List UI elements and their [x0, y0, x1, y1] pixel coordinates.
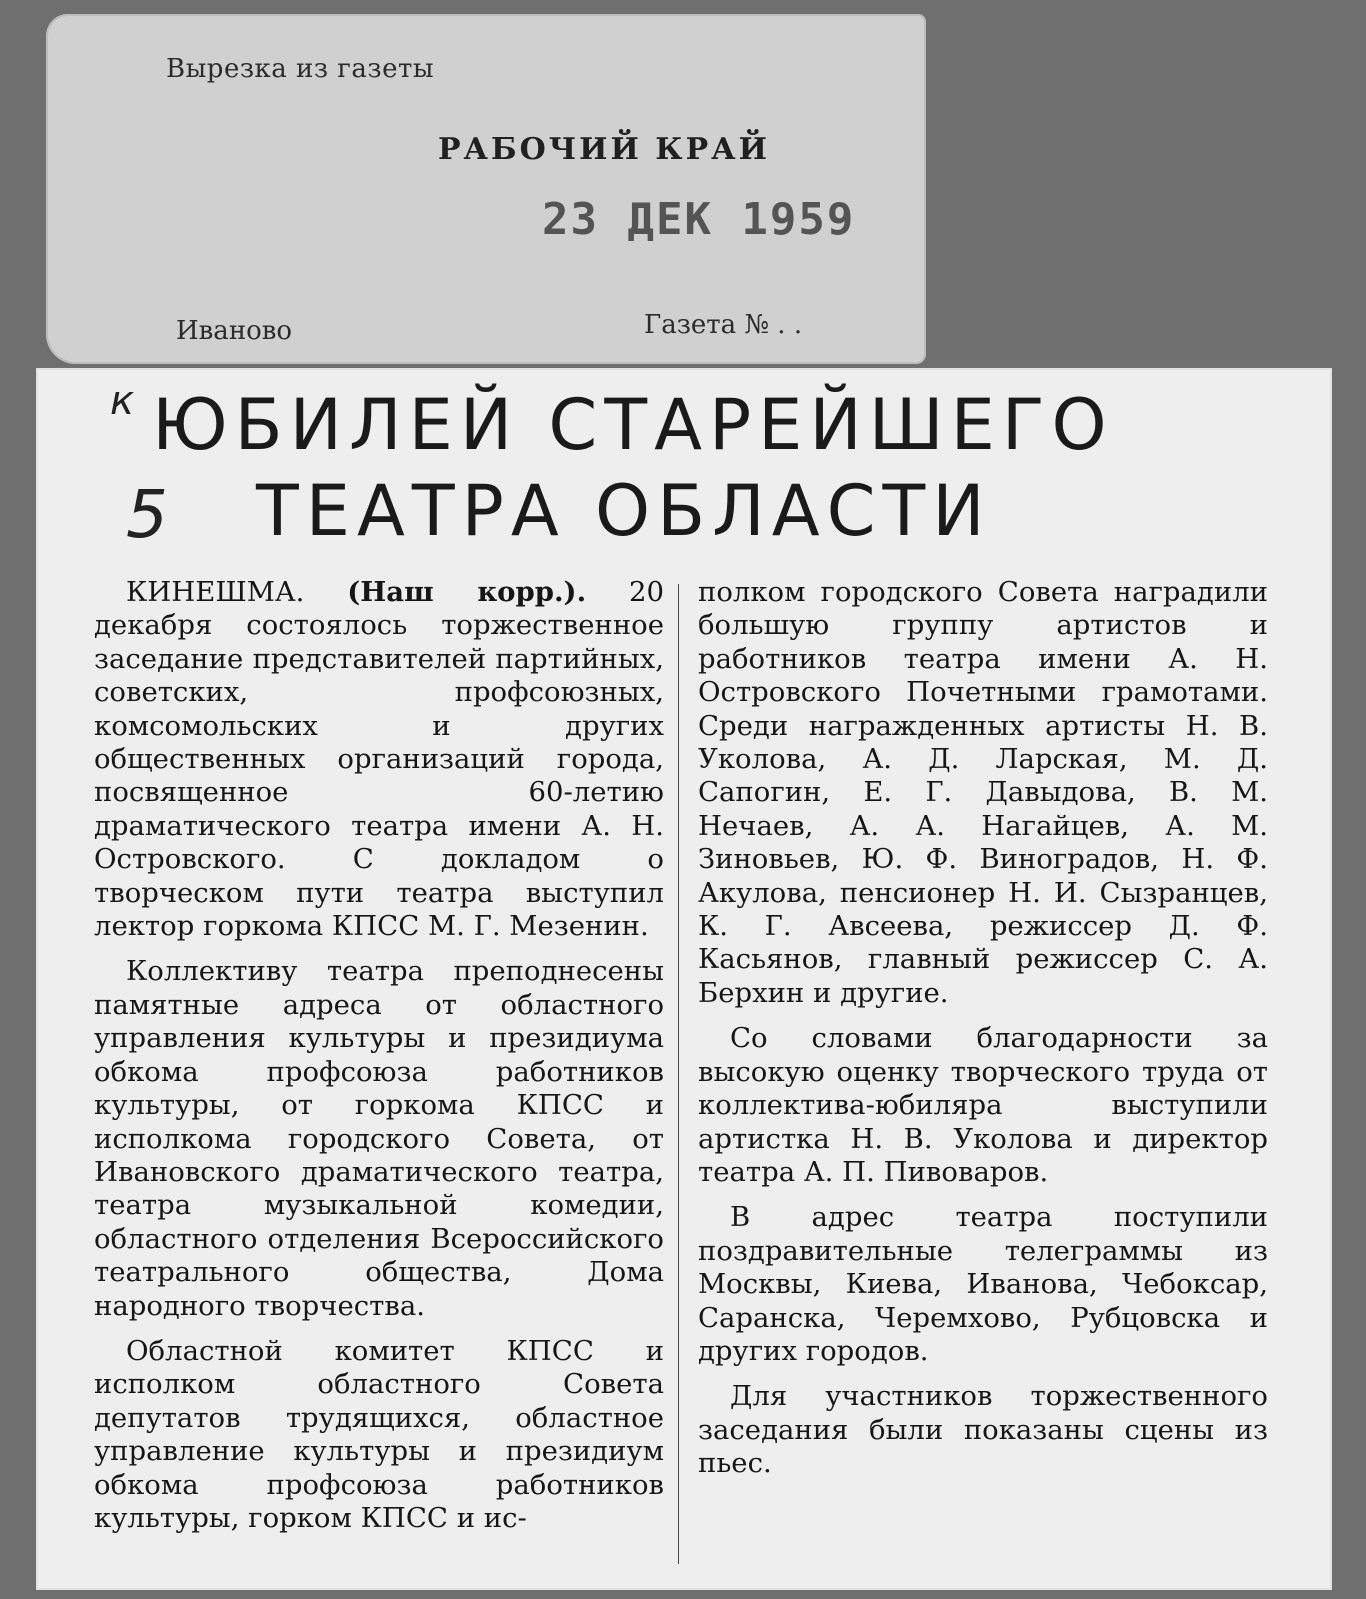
- newspaper-name: РАБОЧИЙ КРАЙ: [438, 132, 770, 167]
- paragraph-1: [94, 576, 664, 943]
- newspaper-article: [36, 368, 1332, 1590]
- paragraph-2: Коллективу театра преподнесены памятные адреса от областного управления культуры и президиума обкома профсоюза работников культуры, от горкома КПСС и исполкома городского Совета, от Ивановского драматического театра, театра музыкальной комедии, областного отделения Всероссийского театрального общества, Дома народного творчества.: [94, 955, 664, 1322]
- article-column-right: [698, 576, 1268, 1493]
- paragraph-3-end: полком городского Совета наградили большую группу артистов и работников театра имени А. Н. Островского Почетными грамотами. Среди награжденных артисты Н. В. Уколова, А. Д. Ларская, М. Д. Сапогин, Е. Г. Давыдова, В. М. Нечаев, А. А. Нагайцев, А. М. Зиновьев, Ю. Ф. Виноградов, Н. Ф. Акулова, пенсионер Н. И. Сызранцев, К. Г. Авсеева, режиссер Д. Ф. Касьянов, главный режиссер С. А. Берхин и другие.: [698, 576, 1268, 1009]
- article-headline: [152, 384, 1232, 552]
- dateline: КИНЕШМА.: [126, 576, 305, 608]
- clipping-label: [46, 14, 926, 364]
- paragraph-4: Со словами благодарности за высокую оценку творческого труда от коллектива-юбиляра выступили артистка Н. В. Уколова и директор театра А. П. Пивоваров.: [698, 1022, 1268, 1188]
- column-divider: [678, 584, 679, 1564]
- headline-line-1: ЮБИЛЕЙ СТАРЕЙШЕГО: [152, 384, 1114, 466]
- paragraph-3-start: Областной комитет КПСС и исполком областного Совета депутатов трудящихся, областное управление культуры и президиум обкома профсоюза работников культуры, горком КПСС и ис-: [94, 1334, 664, 1534]
- article-column-left: [94, 576, 664, 1547]
- newspaper-number-label: Газета № . .: [644, 310, 803, 340]
- city-label: Иваново: [176, 316, 293, 346]
- handwritten-number-5: 5: [126, 476, 168, 553]
- byline: (Наш корр.).: [347, 576, 587, 608]
- paragraph-6: Для участников торжественного заседания были показаны сцены из пьес.: [698, 1380, 1268, 1480]
- paragraph-5: В адрес театра поступили поздравительные телеграммы из Москвы, Киева, Иванова, Чебоксар, Саранска, Черемхово, Рубцовска и других городов.: [698, 1201, 1268, 1367]
- handwritten-letter-k: к: [110, 378, 135, 424]
- paragraph-1-body: 20 декабря состоялось торжественное заседание представителей партийных, советских, профсоюзных, комсомольских и других общественных организаций города, посвященное 60-летию драматического театра имени А. Н. Островского. С докладом о творческом пути театра выступил лектор горкома КПСС М. Г. Мезенин.: [94, 576, 664, 943]
- headline-line-2: ТЕАТРА ОБЛАСТИ: [256, 470, 992, 552]
- date-stamp: 23 ДЕК 1959: [542, 194, 856, 245]
- clipping-label-header: Вырезка из газеты: [166, 54, 435, 84]
